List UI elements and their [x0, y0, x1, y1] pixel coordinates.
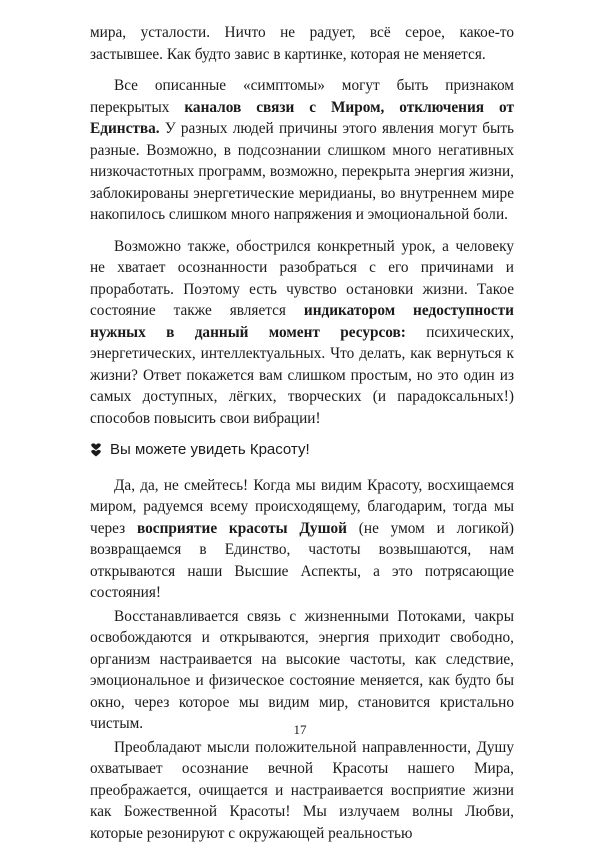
section-heading-text: Вы можете увидеть Красоту!	[110, 441, 310, 458]
bold-phrase: индикатором недоступности нужных в данный момент ресурсов:	[90, 302, 514, 341]
bold-phrase: каналов связи с Миром, отключения от Единства.	[90, 98, 514, 137]
paragraph-symptoms: Все описанные «симптомы» могут быть признаком перекрытых каналов связи с Миром, отключения от Единства. У разных людей причины этого явления могут быть разные. Возможно, в подсознании слишком много негативных низкочастотных программ, возможно, перекрыта энергия жизни, заблокированы энергетические меридианы, во внутреннем мире накопилось слишком много напряжения и эмоциональной боли.	[90, 77, 514, 223]
paragraph-continuation: мира, усталости. Ничто не радует, всё серое, какое-то застывшее. Как будто завис в картинке, которая не меняется.	[90, 24, 514, 63]
paragraph-lesson: Возможно также, обострился конкретный урок, а человеку не хватает осознанности разобраться с его причинами и проработать. Поэтому есть чувство остановки жизни. Такое состояние также является индикатором недоступности нужных в данный момент ресурсов: психических, энергетических, интеллектуальных. Что делать, как вернуться к жизни? Ответ покажется вам слишком простым, но это один из самых доступных, лёгких, творческих (и парадоксальных!) способов повысить свои вибрации!	[90, 237, 514, 427]
bold-phrase: восприятие красоты Душой	[136, 519, 347, 537]
paragraph-thoughts: Преобладают мысли положительной направленности, Душу охватывает осознание вечной Красоты нашего Мира, преображается, очищается и настраивается восприятие жизни как Божественной Красоты! Мы излучаем волны Любви, которые резонируют с окружающей реальностью	[90, 738, 514, 842]
paragraph-flows: Восстанавливается связь с жизненными Потоками, чакры освобождаются и открываются, энергия приходит свободно, организм настраивается на высокие частоты, как следствие, эмоциональное и физическое состояние меняется, как будто бы окно, через которое мы видим мир, становится кристально чистым.	[90, 607, 514, 732]
paragraph-beauty: Да, да, не смейтесь! Когда мы видим Красоту, восхищаемся миром, радуемся всему происходящему, благодарим, тогда мы через восприятие красоты Душой (не умом и логикой) возвращаемся в Единство, частоты возвышаются, нам открываются наши Высшие Аспекты, а это потрясающие состояния!	[90, 476, 515, 601]
page-number: 17	[293, 722, 307, 737]
section-heading	[90, 439, 514, 461]
heart-bullet-icon	[90, 443, 102, 457]
